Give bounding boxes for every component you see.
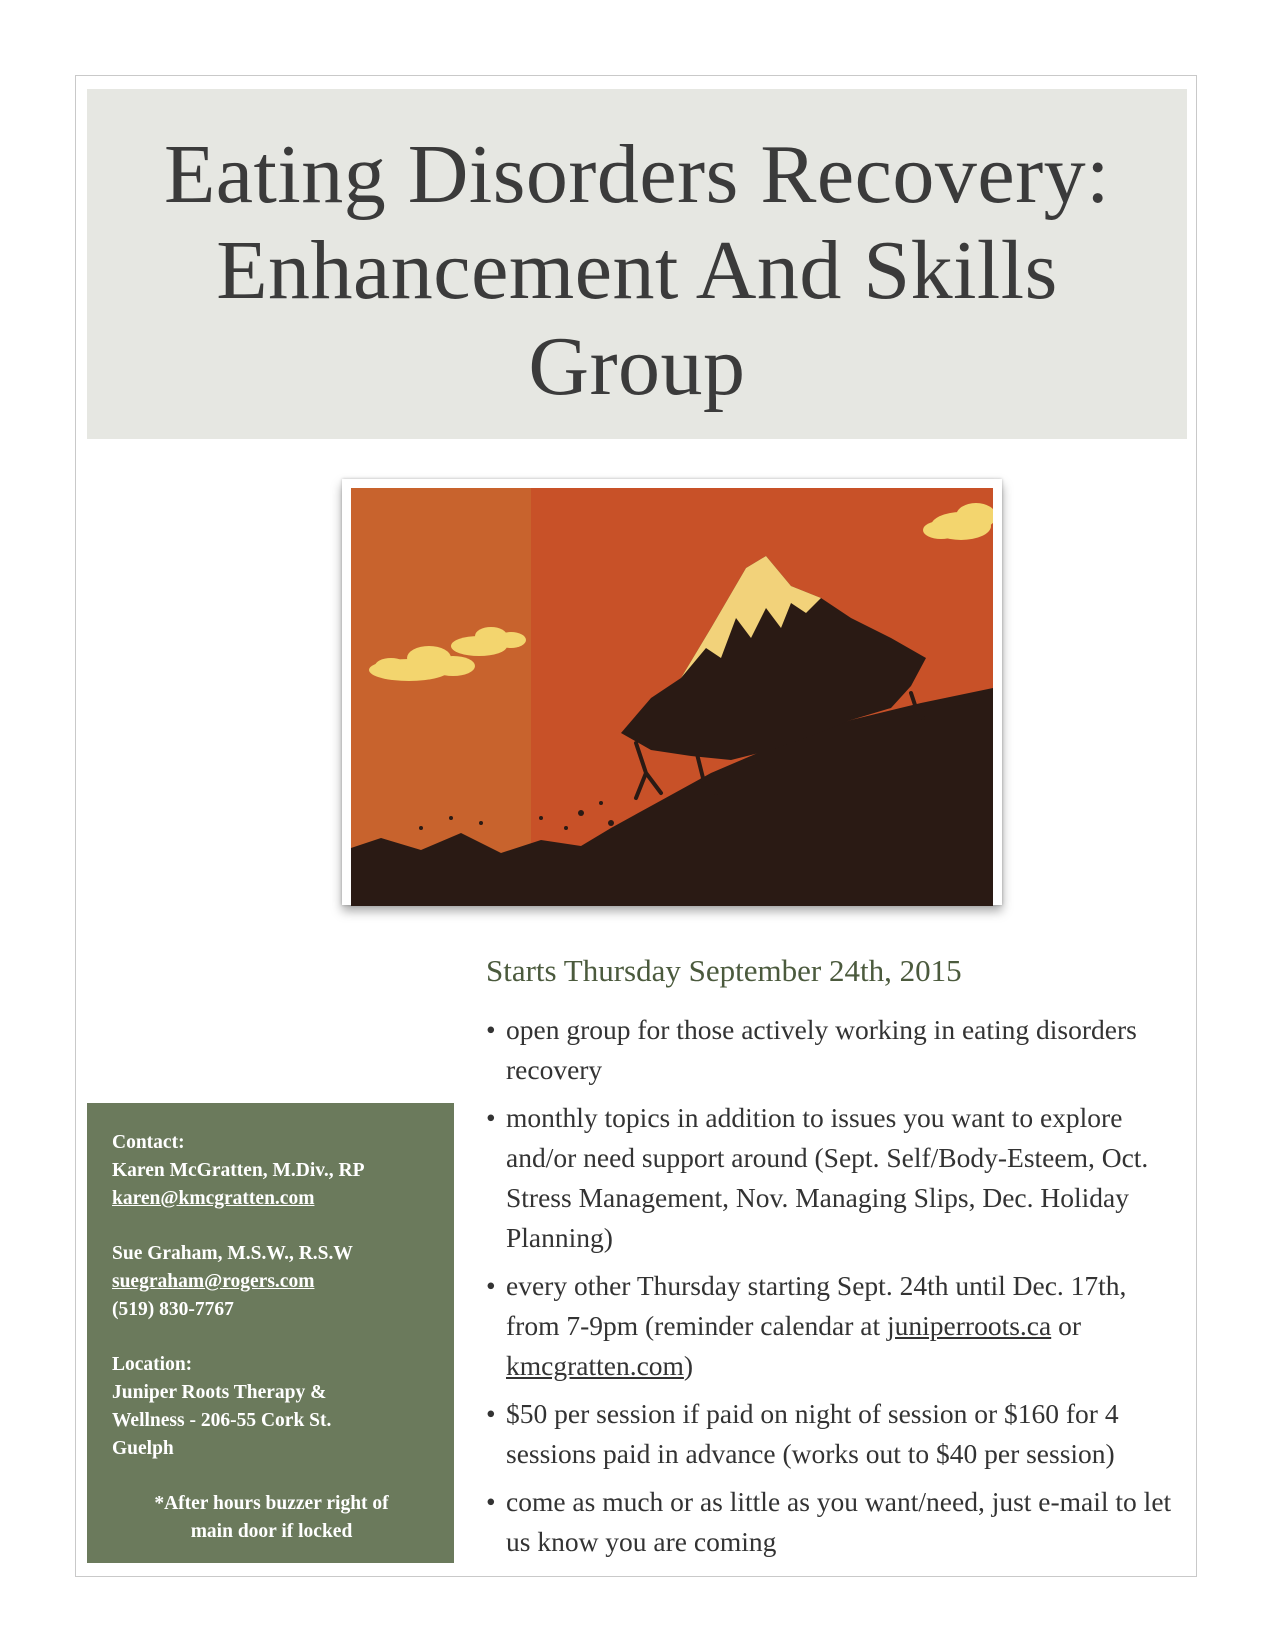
list-item [486, 1098, 1186, 1258]
mountain-push-illustration [342, 479, 1002, 905]
mountain-illustration-svg [351, 488, 993, 906]
bullet-text: ) [683, 1350, 694, 1381]
bullet-icon: • [486, 1486, 496, 1517]
location-line: Juniper Roots Therapy & [112, 1382, 327, 1403]
list-item [486, 1010, 1186, 1090]
bullet-text: or [1051, 1310, 1081, 1341]
details-list [486, 1010, 1186, 1570]
title-banner [87, 89, 1187, 439]
bullet-icon: • [486, 1270, 496, 1301]
list-item [486, 1482, 1186, 1562]
email-link-karen[interactable]: karen@kmcgratten.com [112, 1188, 315, 1209]
email-link-sue[interactable]: suegraham@rogers.com [112, 1271, 315, 1292]
bullet-text: every other Thursday starting Sept. 24th until Dec. 17th, from 7-9pm (reminder calendar at [506, 1270, 1127, 1341]
location-line: Wellness - 206-55 Cork St. [112, 1410, 332, 1431]
list-item [486, 1394, 1186, 1474]
bullet-text: open group for those actively working in eating disorders recovery [506, 1014, 1137, 1085]
location-heading: Location: [112, 1354, 193, 1375]
juniperroots-link[interactable]: juniperroots.ca [887, 1310, 1052, 1341]
spacer [112, 1213, 436, 1240]
bullet-icon: • [486, 1398, 496, 1429]
title-line-2: Enhancement And Skills [216, 224, 1058, 317]
contact-name-sue: Sue Graham, M.S.W., R.S.W [112, 1243, 353, 1264]
bullet-icon: • [486, 1102, 496, 1133]
spacer [112, 1324, 436, 1351]
phone-number: (519) 830-7767 [112, 1299, 234, 1320]
bullet-text: come as much or as little as you want/need, just e-mail to let us know you are coming [506, 1486, 1172, 1557]
spacer [112, 1463, 436, 1490]
contact-name-karen: Karen McGratten, M.Div., RP [112, 1160, 365, 1181]
bullet-icon: • [486, 1014, 496, 1045]
title-line-1: Eating Disorders Recovery: [163, 128, 1111, 221]
after-hours-note: main door if locked [190, 1521, 353, 1542]
contact-heading: Contact: [112, 1132, 185, 1153]
start-date-heading: Starts Thursday September 24th, 2015 [486, 953, 962, 988]
location-line: Guelph [112, 1438, 174, 1459]
kmcgratten-link[interactable]: kmcgratten.com [506, 1350, 684, 1381]
bullet-text: monthly topics in addition to issues you want to explore and/or need support around (Sept. Self/Body-Esteem, Oct. Stress Management, Nov. Managing Slips, Dec. Holiday Planning) [506, 1102, 1149, 1253]
after-hours-note: *After hours buzzer right of [154, 1493, 389, 1514]
title-line-3: Group [528, 320, 746, 413]
page-title [87, 127, 1187, 415]
contact-panel [87, 1103, 454, 1563]
list-item [486, 1266, 1186, 1386]
bullet-text: $50 per session if paid on night of session or $160 for 4 sessions paid in advance (works out to $40 per session) [506, 1398, 1119, 1469]
